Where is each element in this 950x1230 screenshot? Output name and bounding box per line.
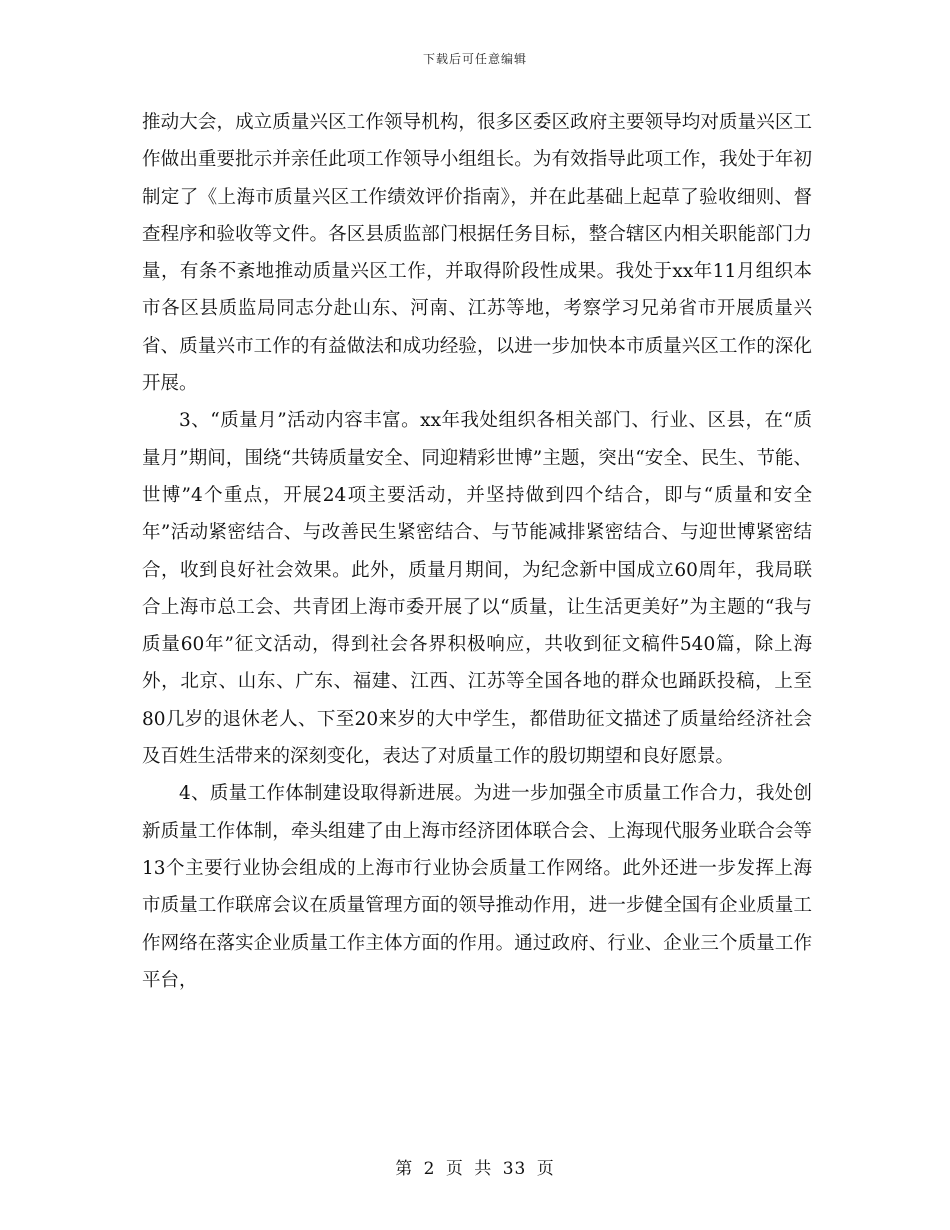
- paragraph-quality-month: 3、“质量月”活动内容丰富。xx年我处组织各相关部门、行业、区县，在“质量月”期间，围绕“共铸质量安全、同迎精彩世博”主题，突出“安全、民生、节能、世博”4个重点，开展24项主要活动，并坚持做到四个结合，即与“质量和安全年”活动紧密结合、与改善民生紧密结合、与节能减排紧密结合、与迎世博紧密结合，收到良好社会效果。此外，质量月期间，为纪念新中国成立60周年，我局联合上海市总工会、共青团上海市委开展了以“质量，让生活更美好”为主题的“我与质量60年”征文活动，得到社会各界积极响应，共收到征文稿件540篇，除上海外，北京、山东、广东、福建、江西、江苏等全国各地的群众也踊跃投稿，上至80几岁的退休老人、下至20来岁的大中学生，都借助征文描述了质量给经济社会及百姓生活带来的深刻变化，表达了对质量工作的殷切期望和良好愿景。: [142, 410, 812, 768]
- page-header: 下载后可任意编辑: [422, 52, 527, 66]
- page-number-footer: 第 2 页 共 33 页: [395, 1159, 555, 1179]
- paragraph-quality-system: 4、质量工作体制建设取得新进展。为进一步加强全市质量工作合力，我处创新质量工作体制，牵头组建了由上海市经济团体联合会、上海现代服务业联合会等13个主要行业协会组成的上海市行业协会质量工作网络。此外还进一步发挥上海市质量工作联席会议在质量管理方面的领导推动作用，进一步健全国有企业质量工作网络在落实企业质量工作主体方面的作用。通过政府、行业、企业三个质量工作平台，: [142, 783, 812, 991]
- paragraph-continued: 推动大会，成立质量兴区工作领导机构，很多区委区政府主要领导均对质量兴区工作做出重要批示并亲任此项工作领导小组组长。为有效指导此项工作，我处于年初制定了《上海市质量兴区工作绩效评价指南》，并在此基础上起草了验收细则、督查程序和验收等文件。各区县质监部门根据任务目标，整合辖区内相关职能部门力量，有条不紊地推动质量兴区工作，并取得阶段性成果。我处于xx年11月组织本市各区县质监局同志分赴山东、河南、江苏等地，考察学习兄弟省市开展质量兴省、质量兴市工作的有益做法和成功经验，以进一步加快本市质量兴区工作的深化开展。: [142, 112, 812, 395]
- document-body: [142, 104, 812, 999]
